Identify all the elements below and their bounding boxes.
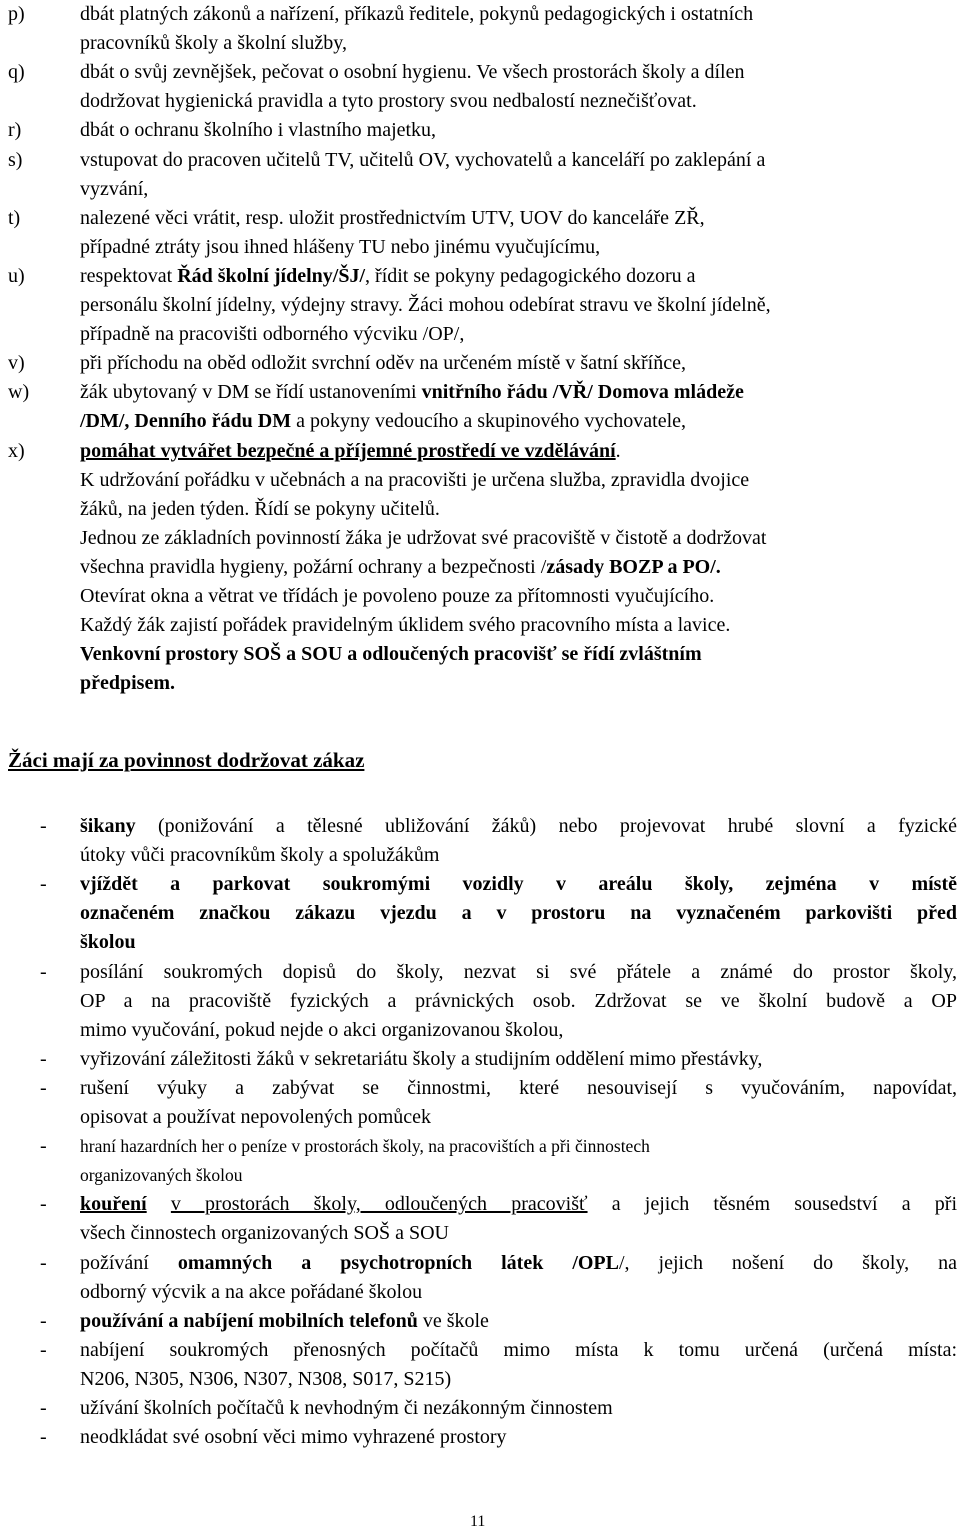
prohibition-line [80,928,136,957]
text-segment: (ponižování a tělesné ubližování žáků) nebo projevovat hrubé slovní a fyzické [135,815,957,837]
text-segment: , řídit se pokyny pedagogického dozoru a [365,264,696,287]
list-item-line [80,582,714,611]
prohibition-line [80,870,957,899]
list-item-line [80,349,686,378]
prohibition-line [80,1219,449,1248]
text-segment: respektovat [80,264,178,287]
list-item-line [80,553,721,582]
page-number: 11 [470,1513,486,1530]
bullet-dash: - [40,1047,47,1070]
bullet-dash: - [40,1251,47,1274]
prohibition-line [80,1132,650,1161]
bullet-dash: - [40,873,47,896]
bullet-dash: - [40,815,47,837]
text-segment: . [615,439,621,462]
text-segment: žák ubytovaný v DM se řídí ustanoveními [80,381,422,404]
list-item-line [80,58,744,87]
text-segment: personálu školní jídelny, výdejny stravy. Žáci mohou odebírat stravu ve školní jídelně, [80,294,771,316]
prohibition-line [80,1365,451,1394]
prohibition-line [80,987,957,1016]
text-segment: pomáhat vytvářet bezpečné a příjemné prostředí ve vzdělávání [80,439,616,462]
bullet-dash: - [40,1338,47,1361]
text-segment: všech činnostech organizovaných SOŠ a SOU [80,1222,450,1245]
prohibition-line [80,1307,489,1336]
list-item-line [80,495,440,524]
text-segment: vjíždět a parkovat soukromými vozidly v areálu školy, zejména v místě [80,873,957,896]
list-item-line [80,466,749,495]
text-segment: Venkovní prostory SOŠ a SOU a odloučených pracovišť se řídí zvláštním [80,643,702,666]
list-marker: q) [8,61,25,84]
bullet-dash: - [40,1309,47,1332]
text-segment: Otevírat okna a větrat ve třídách je povoleno pouze za přítomnosti vyučujícího. [80,585,715,607]
text-segment: Jednou ze základních povinností žáka je udržovat své pracoviště v čistotě a dodržovat [80,526,767,549]
text-segment: dbát platných zákonů a nařízení, příkazů ředitele, pokynů pedagogických i ostatních [80,3,754,25]
text-segment: /, jejich nošení do školy, na [619,1251,958,1274]
text-segment: případně na pracovišti odborného výcviku /OP/, [80,323,465,346]
text-segment: ve škole [417,1309,489,1332]
text-segment: opisovat a používat nepovolených pomůcek [80,1106,432,1128]
list-marker: u) [8,264,25,287]
text-segment: užívání školních počítačů k nevhodným či nezákonným činnostem [80,1397,613,1419]
bullet-dash: - [40,1426,47,1449]
list-item-line [80,116,436,145]
list-marker: v) [8,352,25,375]
prohibition-line [80,1016,563,1045]
list-item-line [80,87,697,116]
prohibition-line [80,1045,762,1074]
list-item-line [80,437,621,466]
bullet-dash: - [40,960,47,983]
list-item-line [80,262,696,291]
prohibition-line [80,1190,957,1219]
text-segment: nalezené věci vrátit, resp. uložit prostřednictvím UTV, UOV do kanceláře ZŘ, [80,206,705,229]
prohibition-line [80,899,957,928]
text-segment: N206, N305, N306, N307, N308, S017, S215) [80,1367,452,1390]
text-segment: vyřizování záležitosti žáků v sekretariátu školy a studijním oddělení mimo přestávky, [80,1047,763,1070]
list-item-line [80,175,148,204]
prohibition-line [80,1249,957,1278]
text-segment: požívání [80,1251,178,1274]
text-segment: pracovníků školy a školní služby, [80,32,348,55]
text-segment: útoky vůči pracovníkům školy a spolužákům [80,844,440,867]
prohibition-line [80,1336,957,1365]
text-segment: dodržovat hygienická pravidla a tyto prostory svou nedbalostí neznečišťovat. [80,90,697,113]
list-marker: w) [8,381,30,404]
list-marker: r) [8,119,22,142]
list-item-line [80,291,771,320]
list-item-line [80,29,347,58]
list-item-line [80,146,765,175]
text-segment: případné ztráty jsou ihned hlášeny TU nebo jinému vyučujícímu, [80,235,601,258]
text-segment: používání a nabíjení mobilních telefonů [80,1309,418,1332]
list-item-line [80,611,730,640]
text-segment: dbát o ochranu školního i vlastního majetku, [80,119,437,142]
prohibition-line [80,841,439,870]
list-marker: x) [8,439,25,462]
list-marker: t) [8,206,21,229]
text-segment: /DM/, Denního řádu DM [80,410,292,433]
list-item-line [80,233,600,262]
prohibition-line [80,1423,507,1452]
bullet-dash: - [40,1135,47,1158]
text-segment: v prostorách školy, odloučených pracovišť [170,1193,588,1216]
text-segment: všechna pravidla hygieny, požární ochrany a bezpečnosti / [80,555,547,578]
text-segment: odborný výcvik a na akce pořádané školou [80,1280,423,1303]
list-item-line [80,640,702,669]
text-segment: při příchodu na oběd odložit svrchní oděv na určeném místě v šatní skříňce, [80,352,686,375]
text-segment: organizovaných školou [80,1165,243,1186]
section-heading: Žáci mají za povinnost dodržovat zákaz [8,748,365,772]
text-segment: označeném značkou zákazu vjezdu a v prostoru na vyznačeném parkovišti před [80,902,957,925]
text-segment: omamných a psychotropních látek /OPL [177,1251,619,1274]
text-segment: školou [80,931,136,954]
text-segment: dbát o svůj zevnějšek, pečovat o osobní hygienu. Ve všech prostorách školy a dílen [80,61,745,84]
list-marker: s) [8,148,23,171]
list-item-line [80,669,175,698]
bullet-dash: - [40,1193,47,1216]
text-segment: vnitřního řádu /VŘ/ Domova mládeže [421,381,744,404]
text-segment: zásady BOZP a PO/. [546,555,721,578]
bullet-dash: - [40,1076,47,1099]
prohibition-line [80,1161,243,1190]
text-segment: kouření [80,1193,147,1216]
list-item-line [80,204,705,233]
text-segment: žáků, na jeden týden. Řídí se pokyny učitelů. [80,497,440,520]
text-segment: posílání soukromých dopisů do školy, nezvat si své přátele a známé do prostor školy, [80,960,957,983]
text-segment: mimo vyučování, pokud nejde o akci organizovanou školou, [80,1018,564,1041]
text-segment: OP a na pracoviště fyzických a právnických osob. Zdržovat se ve školní budově a OP [80,989,957,1012]
text-segment: nabíjení soukromých přenosných počítačů mimo místa k tomu určená (určená místa: [80,1338,957,1361]
list-item-line [80,320,464,349]
prohibition-line [80,958,957,987]
bullet-dash: - [40,1397,47,1419]
text-segment: vstupovat do pracoven učitelů TV, učitelů OV, vychovatelů a kanceláří po zaklepání a [80,148,766,171]
text-segment: vyzvání, [80,177,149,200]
text-segment: a pokyny vedoucího a skupinového vychovatele, [291,410,687,433]
list-item-line [80,0,753,29]
prohibition-line [80,1278,422,1307]
text-segment: hraní hazardních her o peníze v prostorách školy, na pracovištích a při činnostech [80,1136,650,1157]
list-item-line [80,378,744,407]
list-item-line [80,407,686,436]
prohibition-line [80,1103,431,1132]
text-segment: a jejich těsném sousedství a při [587,1193,958,1216]
prohibition-line [80,812,957,841]
text-segment: Každý žák zajistí pořádek pravidelným úklidem svého pracovního místa a lavice. [80,614,731,637]
list-item-line [80,524,766,553]
text-segment: šikany [80,815,136,837]
text-segment: neodkládat své osobní věci mimo vyhrazené prostory [80,1426,507,1449]
text-segment: K udržování pořádku v učebnách a na pracovišti je určena služba, zpravidla dvojice [80,468,750,491]
text-segment: předpisem. [80,672,175,695]
prohibition-line [80,1394,613,1423]
list-marker: p) [8,3,25,25]
prohibition-line [80,1074,957,1103]
text-segment: Řád školní jídelny/ŠJ/ [177,264,366,287]
text-segment: rušení výuky a zabývat se činnostmi, které nesouvisejí s vyučováním, napovídat, [80,1076,957,1099]
text-segment [147,1193,171,1215]
